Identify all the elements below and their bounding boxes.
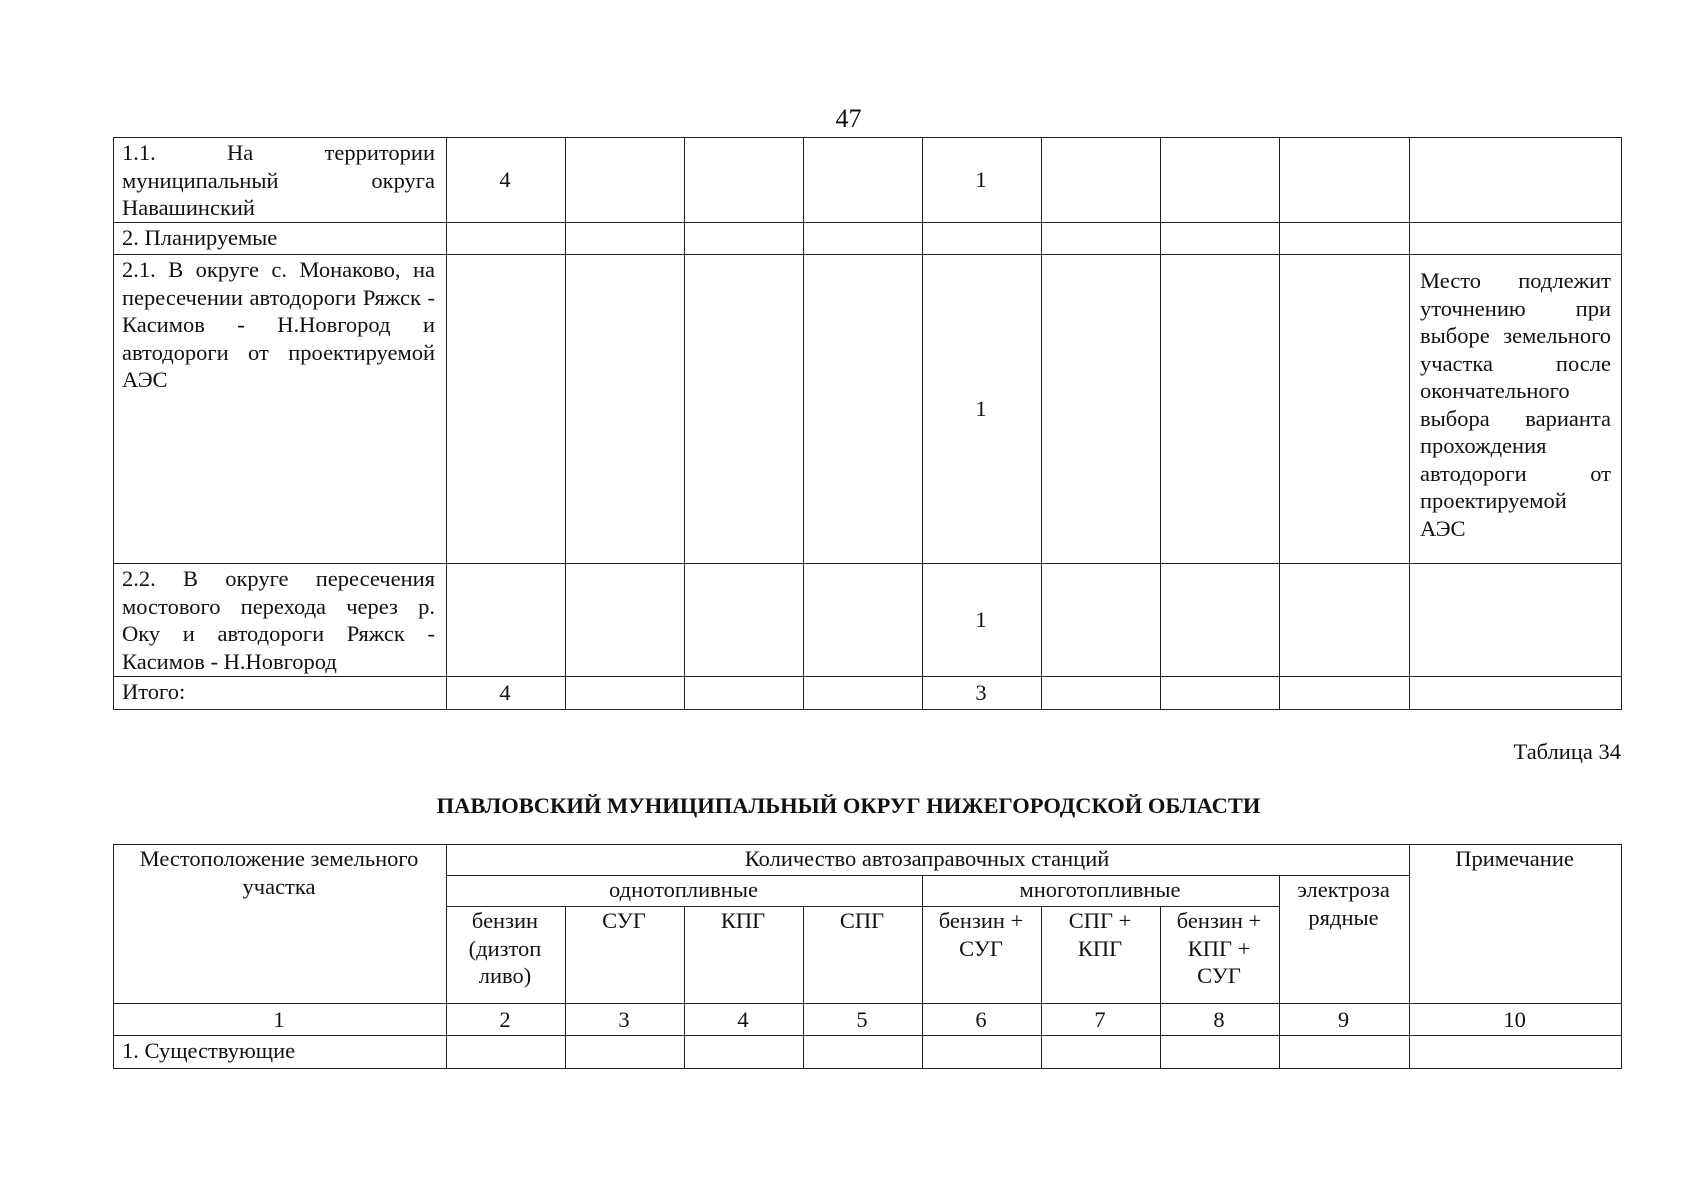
count-cell bbox=[566, 255, 685, 564]
count-cell bbox=[1280, 1036, 1410, 1069]
count-cell bbox=[566, 564, 685, 677]
note-cell bbox=[1410, 564, 1622, 677]
count-cell bbox=[1280, 138, 1410, 223]
count-cell bbox=[566, 677, 685, 710]
count-cell: 1 bbox=[923, 564, 1042, 677]
count-cell bbox=[1161, 138, 1280, 223]
header-quantity: Количество автозаправочных станций bbox=[447, 845, 1410, 876]
count-cell: 3 bbox=[923, 677, 1042, 710]
count-cell bbox=[923, 1036, 1042, 1069]
column-number: 1 bbox=[114, 1004, 447, 1036]
column-number: 5 bbox=[804, 1004, 923, 1036]
header-petrol-lpg: бензин + СУГ bbox=[923, 907, 1042, 1004]
count-cell bbox=[1280, 677, 1410, 710]
column-number: 2 bbox=[447, 1004, 566, 1036]
count-cell bbox=[804, 1036, 923, 1069]
header-lng: СПГ bbox=[804, 907, 923, 1004]
location-cell: 2.1. В округе с. Монаково, на пересечении автодороги Ряжск - Касимов - Н.Новгород и автодороги от проектируемой АЭС bbox=[114, 255, 447, 564]
note-cell bbox=[1410, 677, 1622, 710]
count-cell bbox=[447, 1036, 566, 1069]
table-caption: Таблица 34 bbox=[1513, 739, 1621, 764]
table-row bbox=[114, 138, 1622, 223]
count-cell bbox=[685, 1036, 804, 1069]
column-number: 8 bbox=[1161, 1004, 1280, 1036]
header-lpg: СУГ bbox=[566, 907, 685, 1004]
count-cell bbox=[685, 223, 804, 255]
column-number: 9 bbox=[1280, 1004, 1410, 1036]
count-cell bbox=[804, 138, 923, 223]
count-cell bbox=[1161, 677, 1280, 710]
count-cell bbox=[1280, 223, 1410, 255]
count-cell bbox=[1042, 1036, 1161, 1069]
location-cell: 2.2. В округе пересечения мостового перехода через р. Оку и автодороги Ряжск - Касимов - Н.Новгород bbox=[114, 564, 447, 677]
location-cell: 1.1. На территории муниципальный округа Навашинский bbox=[114, 138, 447, 223]
count-cell bbox=[447, 255, 566, 564]
column-number: 3 bbox=[566, 1004, 685, 1036]
note-cell bbox=[1410, 138, 1622, 223]
lower-stations-table bbox=[113, 844, 1622, 1069]
count-cell bbox=[447, 223, 566, 255]
count-cell bbox=[1042, 677, 1161, 710]
header-location: Местоположение земельного участка bbox=[114, 845, 447, 1004]
header-petrol: бензин (дизтоп ливо) bbox=[447, 907, 566, 1004]
header-note: Примечание bbox=[1410, 845, 1622, 1004]
section-title: ПАВЛОВСКИЙ МУНИЦИПАЛЬНЫЙ ОКРУГ НИЖЕГОРОДСКОЙ ОБЛАСТИ bbox=[436, 793, 1261, 818]
table-row bbox=[114, 564, 1622, 677]
count-cell bbox=[1161, 223, 1280, 255]
header-row bbox=[114, 845, 1622, 876]
count-cell bbox=[447, 564, 566, 677]
count-cell: 1 bbox=[923, 255, 1042, 564]
count-cell bbox=[1042, 255, 1161, 564]
column-number: 10 bbox=[1410, 1004, 1622, 1036]
count-cell bbox=[804, 677, 923, 710]
count-cell bbox=[566, 138, 685, 223]
total-label: Итого: bbox=[114, 677, 447, 710]
table-row bbox=[114, 1036, 1622, 1069]
table-row bbox=[114, 677, 1622, 710]
note-cell bbox=[1410, 223, 1622, 255]
count-cell: 4 bbox=[447, 677, 566, 710]
table-row bbox=[114, 223, 1622, 255]
count-cell bbox=[566, 223, 685, 255]
location-cell: 2. Планируемые bbox=[114, 223, 447, 255]
column-number: 7 bbox=[1042, 1004, 1161, 1036]
count-cell bbox=[1161, 564, 1280, 677]
page-number: 47 bbox=[835, 104, 862, 133]
count-cell: 1 bbox=[923, 138, 1042, 223]
count-cell bbox=[804, 223, 923, 255]
note-cell: Место подлежит уточнению при выборе земельного участка после окончательного выбора варианта прохождения автодороги от проектируемой АЭС bbox=[1410, 255, 1622, 564]
header-single-fuel: однотопливные bbox=[447, 876, 923, 907]
count-cell bbox=[685, 677, 804, 710]
count-cell bbox=[804, 255, 923, 564]
count-cell bbox=[1042, 564, 1161, 677]
note-cell bbox=[1410, 1036, 1622, 1069]
count-cell: 4 bbox=[447, 138, 566, 223]
header-petrol-cng-lpg: бензин + КПГ + СУГ bbox=[1161, 907, 1280, 1004]
count-cell bbox=[1280, 564, 1410, 677]
column-number-row bbox=[114, 1004, 1622, 1036]
header-multi-fuel: многотопливные bbox=[923, 876, 1280, 907]
location-cell: 1. Существующие bbox=[114, 1036, 447, 1069]
count-cell bbox=[1161, 1036, 1280, 1069]
header-electric: электроза рядные bbox=[1280, 876, 1410, 1004]
count-cell bbox=[1042, 138, 1161, 223]
count-cell bbox=[1161, 255, 1280, 564]
count-cell bbox=[1042, 223, 1161, 255]
column-number: 4 bbox=[685, 1004, 804, 1036]
count-cell bbox=[1280, 255, 1410, 564]
count-cell bbox=[685, 138, 804, 223]
upper-stations-table bbox=[113, 137, 1622, 710]
table-row bbox=[114, 255, 1622, 564]
count-cell bbox=[685, 255, 804, 564]
count-cell bbox=[923, 223, 1042, 255]
header-cng: КПГ bbox=[685, 907, 804, 1004]
column-number: 6 bbox=[923, 1004, 1042, 1036]
header-lng-cng: СПГ + КПГ bbox=[1042, 907, 1161, 1004]
count-cell bbox=[566, 1036, 685, 1069]
count-cell bbox=[804, 564, 923, 677]
count-cell bbox=[685, 564, 804, 677]
